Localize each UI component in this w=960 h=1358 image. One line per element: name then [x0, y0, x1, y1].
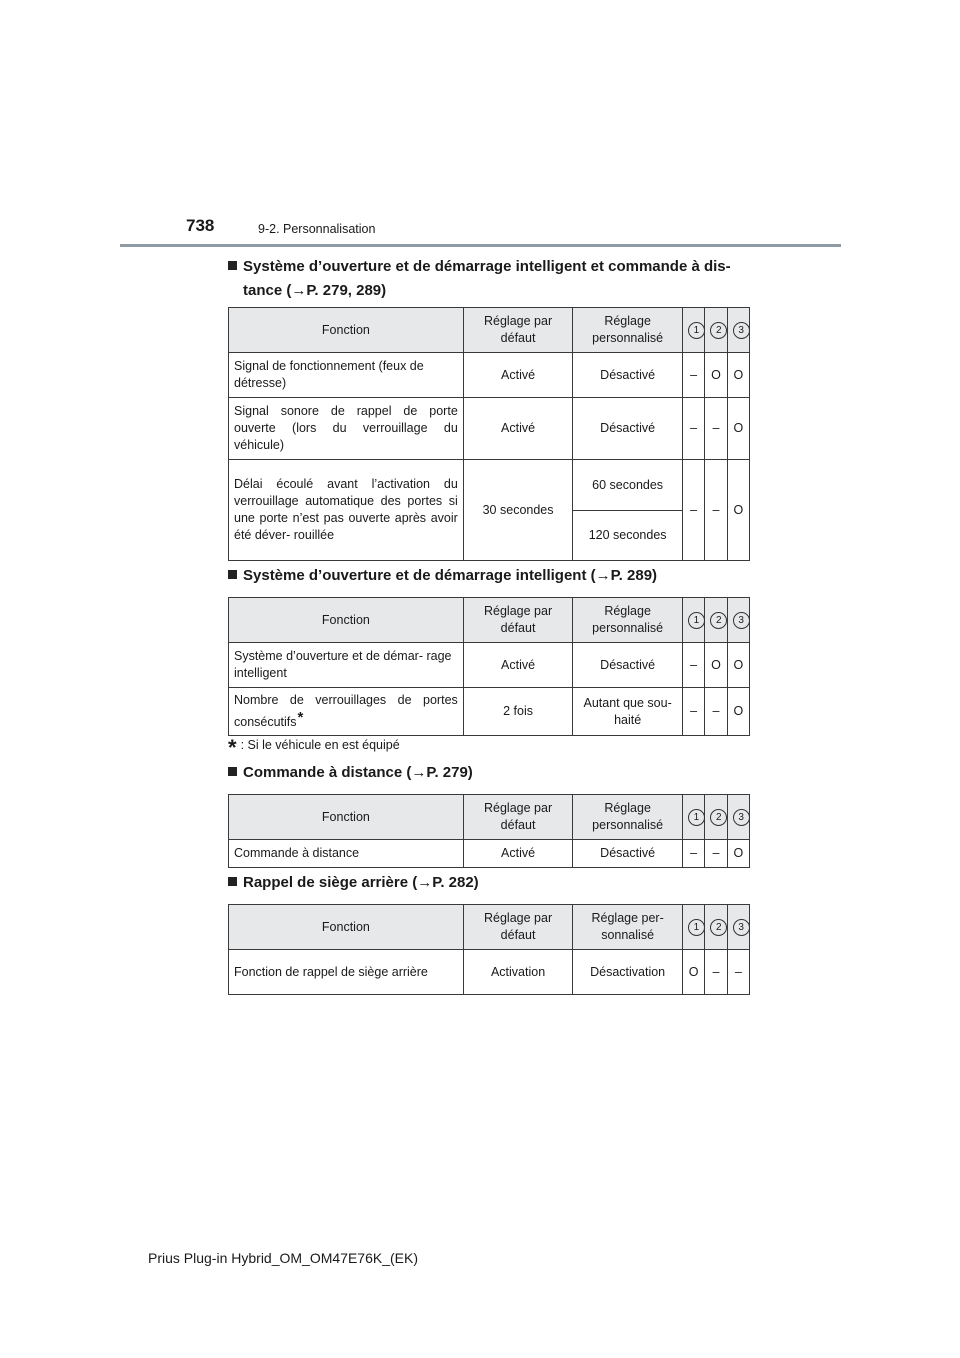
section-title-smart-entry: Système d’ouverture et de démarrage intelligent (→P. 289) [228, 564, 752, 588]
col-header-1 [682, 795, 704, 840]
col-header-2 [705, 795, 727, 840]
settings-table-remote [228, 794, 750, 868]
table-row: 120 secondes [229, 511, 750, 561]
circled-number-3-icon: 3 [733, 322, 750, 339]
col-header-defaut: Réglage par défaut [463, 598, 573, 643]
circled-number-2-icon: 2 [710, 322, 727, 339]
circled-number-3-icon: 3 [733, 919, 750, 936]
circled-number-1-icon: 1 [688, 919, 705, 936]
col-header-1 [682, 308, 704, 353]
circled-number-1-icon: 1 [688, 322, 705, 339]
asterisk-marker: * [228, 735, 237, 760]
section-label: 9-2. Personnalisation [258, 222, 376, 236]
col-header-3 [727, 598, 749, 643]
table-row: Délai écoulé avant l’activation du verrouillage automatique des portes si une porte n’est pas ouverte après avoir été déver- rouillée 30 secondes 60 secondes – – O [229, 460, 750, 511]
col-header-perso: Réglage per- sonnalisé [573, 905, 683, 950]
table-row: Commande à distance Activé Désactivé – – O [229, 840, 750, 868]
settings-table-rear-seat [228, 904, 750, 995]
circled-number-2-icon: 2 [710, 809, 727, 826]
col-header-perso: Réglage personnalisé [573, 308, 683, 353]
col-header-2 [705, 308, 727, 353]
table-header-row [229, 795, 750, 840]
square-bullet-icon [228, 261, 237, 270]
square-bullet-icon [228, 767, 237, 776]
asterisk-marker: * [297, 709, 304, 726]
table-row: Nombre de verrouillages de portes consécutifs* 2 fois Autant que sou- haité – – O [229, 688, 750, 736]
col-header-fonction: Fonction [229, 795, 464, 840]
col-header-3 [727, 905, 749, 950]
circled-number-1-icon: 1 [688, 612, 705, 629]
settings-table-smart-entry-remote [228, 307, 750, 561]
section-title-smart-entry-remote: Système d’ouverture et de démarrage intelligent et commande à dis- tance (→P. 279, 289) [228, 255, 752, 303]
col-header-perso: Réglage personnalisé [573, 795, 683, 840]
col-header-defaut: Réglage par défaut [463, 905, 573, 950]
table-row: Signal de fonctionnement (feux de détresse) Activé Désactivé – O O [229, 353, 750, 398]
col-header-fonction: Fonction [229, 308, 464, 353]
col-header-fonction: Fonction [229, 598, 464, 643]
table-header-row [229, 598, 750, 643]
header-rule [120, 244, 841, 247]
circled-number-2-icon: 2 [710, 919, 727, 936]
col-header-3 [727, 795, 749, 840]
table-row: Signal sonore de rappel de porte ouverte (lors du verrouillage du véhicule) Activé Désactivé – – O [229, 398, 750, 460]
col-header-3 [727, 308, 749, 353]
footnote: * : Si le véhicule en est équipé [228, 735, 400, 760]
circled-number-3-icon: 3 [733, 612, 750, 629]
settings-table-smart-entry [228, 597, 750, 736]
col-header-defaut: Réglage par défaut [463, 795, 573, 840]
table-header-row [229, 308, 750, 353]
table-header-row [229, 905, 750, 950]
circled-number-3-icon: 3 [733, 809, 750, 826]
col-header-defaut: Réglage par défaut [463, 308, 573, 353]
col-header-1 [682, 598, 704, 643]
square-bullet-icon [228, 570, 237, 579]
page-number: 738 [186, 216, 215, 235]
square-bullet-icon [228, 877, 237, 886]
col-header-2 [705, 905, 727, 950]
circled-number-1-icon: 1 [688, 809, 705, 826]
col-header-fonction: Fonction [229, 905, 464, 950]
col-header-1 [682, 905, 704, 950]
section-title-remote: Commande à distance (→P. 279) [228, 761, 752, 785]
circled-number-2-icon: 2 [710, 612, 727, 629]
col-header-perso: Réglage personnalisé [573, 598, 683, 643]
table-row: Système d’ouverture et de démar- rage intelligent Activé Désactivé – O O [229, 643, 750, 688]
table-row: Fonction de rappel de siège arrière Activation Désactivation O – – [229, 950, 750, 995]
section-title-rear-seat: Rappel de siège arrière (→P. 282) [228, 871, 752, 895]
col-header-2 [705, 598, 727, 643]
footer-text: Prius Plug-in Hybrid_OM_OM47E76K_(EK) [148, 1250, 418, 1266]
